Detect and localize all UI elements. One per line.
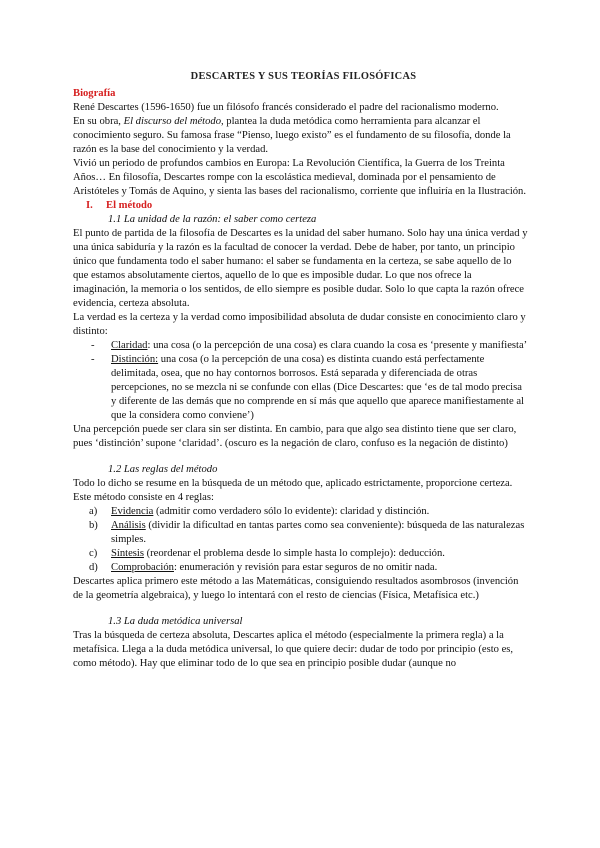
rule-text: (admitir como verdadero sólo lo evidente): claridad y distinción.	[153, 506, 430, 517]
method-rules-list	[73, 505, 528, 575]
subsection-1-3-heading: 1.3 La duda metódica universal	[108, 616, 243, 627]
biography-paragraph-3: Vivió un periodo de profundos cambios en Europa: La Revolución Científica, la Guerra de los Treinta Años… En filosofía, Descartes rompe con la escolástica medieval, dominada por el pensamiento de Aristóteles y Tomás de Aquino, y sienta las bases del racionalismo, corriente que influiría en la Ilustración.	[73, 158, 527, 197]
document-content	[73, 70, 528, 671]
rule-text: : enumeración y revisión para estar seguros de no omitir nada.	[173, 562, 438, 573]
document-title: DESCARTES Y SUS TEORÍAS FILOSÓFICAS	[190, 71, 417, 82]
biography-heading: Biografía	[73, 88, 116, 99]
rule-marker: c)	[89, 548, 98, 559]
list-item-distincion	[73, 353, 528, 423]
subsection-1-1-paragraph-1: El punto de partida de la filosofía de Descartes es la unidad del saber humano. Solo hay una única verdad y una única sabiduría y la razón es la facultad de conocer la verdad. Debe de haber, por tanto, un principio único que fundamenta todo el saber humano: el saber se fundamenta en la certeza, se sabe aquello de lo que estamos absolutamente ciertos, aquello de lo que es imposible dudar. Lo que nos ofrece la imaginación, la memoria o los sentidos, de ello siempre es posible dudar. Solo lo que capta la razón ofrece evidencia, certeza absoluta.	[73, 228, 528, 309]
spacer	[73, 451, 528, 463]
rule-term: Síntesis	[111, 548, 144, 559]
work-title: El discurso del método,	[123, 116, 224, 127]
rule-item-evidencia	[73, 505, 528, 519]
biography-paragraph-2	[73, 115, 528, 157]
rule-marker: b)	[89, 520, 98, 531]
subsection-1-3-paragraph-1: Tras la búsqueda de certeza absoluta, Descartes aplica el método (especialmente la primera regla) a la metafísica. Llega a la duda metódica universal, lo que quiere decir: dudar de todo por principio (esto es, como método). Hay que eliminar todo de lo que sea en principio posible dudar (aunque no	[73, 630, 514, 669]
rule-text: (dividir la dificultad en tantas partes como sea conveniente): búsqueda de las naturalezas simples.	[111, 520, 525, 545]
subsection-1-2-paragraph-1: Todo lo dicho se resume en la búsqueda de un método que, aplicado estrictamente, proporcione certeza. Este método consiste en 4 reglas:	[73, 478, 513, 503]
subsection-1-1-paragraph-3: Una percepción puede ser clara sin ser distinta. En cambio, para que algo sea distinto tiene que ser claro, pues ‘distinción’ supone ‘claridad’. (oscuro es la negación de claro, confuso es la negación de distinto)	[73, 424, 517, 449]
subsection-1-1-heading: 1.1 La unidad de la razón: el saber como certeza	[108, 214, 317, 225]
distincion-text: una cosa (o la percepción de una cosa) es distinta cuando está perfectamente delimitada, osea, que no hay contornos borrosos. Está separada y diferenciada de otras percepciones, no se mezcla ni se confunde con ellas (Dice Descartes: que ‘es de tal modo precisa y diferente de las demás que no comprende en sí más que aquello que aparece manifiestamente al que la considera como conviene’)	[111, 354, 524, 421]
rule-term: Evidencia	[111, 506, 154, 517]
section-1-title: El método	[106, 200, 153, 211]
rule-item-sintesis	[73, 547, 528, 561]
subsection-1-1-paragraph-2: La verdad es la certeza y la verdad como imposibilidad absoluta de dudar consiste en conocimiento claro y distinto:	[73, 312, 526, 337]
distincion-term: Distinción:	[111, 354, 159, 365]
claridad-term: Claridad	[111, 340, 148, 351]
rule-marker: a)	[89, 506, 98, 517]
section-1-number: I.	[86, 200, 93, 211]
subsection-1-2-heading: 1.2 Las reglas del método	[108, 464, 218, 475]
rule-text: (reordenar el problema desde lo simple hasta lo complejo): deducción.	[143, 548, 445, 559]
rule-item-comprobacion	[73, 561, 528, 575]
biography-p2-start: En su obra,	[73, 116, 124, 127]
section-1-heading	[73, 199, 528, 213]
clarity-distinction-list	[73, 339, 528, 423]
list-marker: -	[91, 340, 95, 351]
list-item-claridad	[73, 339, 528, 353]
rule-term: Comprobación	[111, 562, 174, 573]
biography-p2-end: plantea la duda metódica como herramienta para alcanzar el conocimiento seguro. Su famosa frase “Pienso, luego existo” es el fundamento de su filosofía, donde la razón es la base del conocimiento y la verdad.	[73, 116, 511, 155]
rule-item-analisis	[73, 519, 528, 547]
biography-paragraph-1: René Descartes (1596-1650) fue un filósofo francés considerado el padre del racionalismo moderno.	[73, 102, 499, 113]
spacer	[73, 603, 528, 615]
rule-term: Análisis	[111, 520, 146, 531]
subsection-1-2-paragraph-2: Descartes aplica primero este método a las Matemáticas, consiguiendo resultados asombrosos (invención de la geometría algebraica), y luego lo intentará con el resto de ciencias (Física, Metafísica etc.)	[73, 576, 519, 601]
rule-marker: d)	[89, 562, 98, 573]
claridad-text: : una cosa (o la percepción de una cosa) es clara cuando la cosa es ‘presente y manifiesta’	[147, 340, 528, 351]
list-marker: -	[91, 354, 95, 365]
